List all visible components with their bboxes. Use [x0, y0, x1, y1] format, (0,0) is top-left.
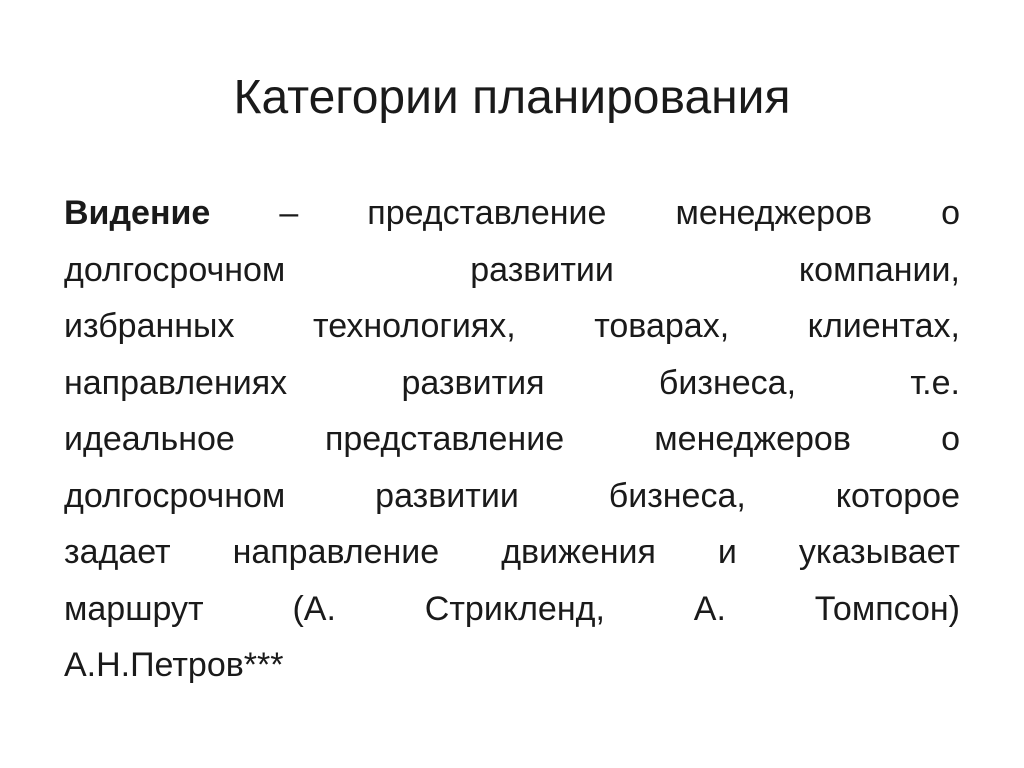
definition-line: избранных технологиях, товарах, клиентах, [64, 307, 960, 345]
definition-line: направлениях развития бизнеса, т.е. [64, 363, 960, 402]
definition-text [64, 185, 960, 694]
defined-term: Видение [64, 194, 211, 232]
definition-line: задает направление движения и указывает [64, 533, 960, 571]
definition-fragment: – представление менеджеров о [210, 194, 960, 232]
definition-line: идеальное представление менеджеров о [64, 420, 960, 458]
author-attribution: А.Н.Петров*** [64, 646, 284, 684]
slide-title: Категории планирования [233, 71, 791, 124]
definition-line: долгосрочном развитии компании, [64, 250, 960, 289]
definition-line: маршрут (А. Стрикленд, А. Томпсон) [64, 589, 960, 628]
definition-line: долгосрочном развитии бизнеса, которое [64, 476, 960, 515]
definition-line [64, 185, 960, 242]
